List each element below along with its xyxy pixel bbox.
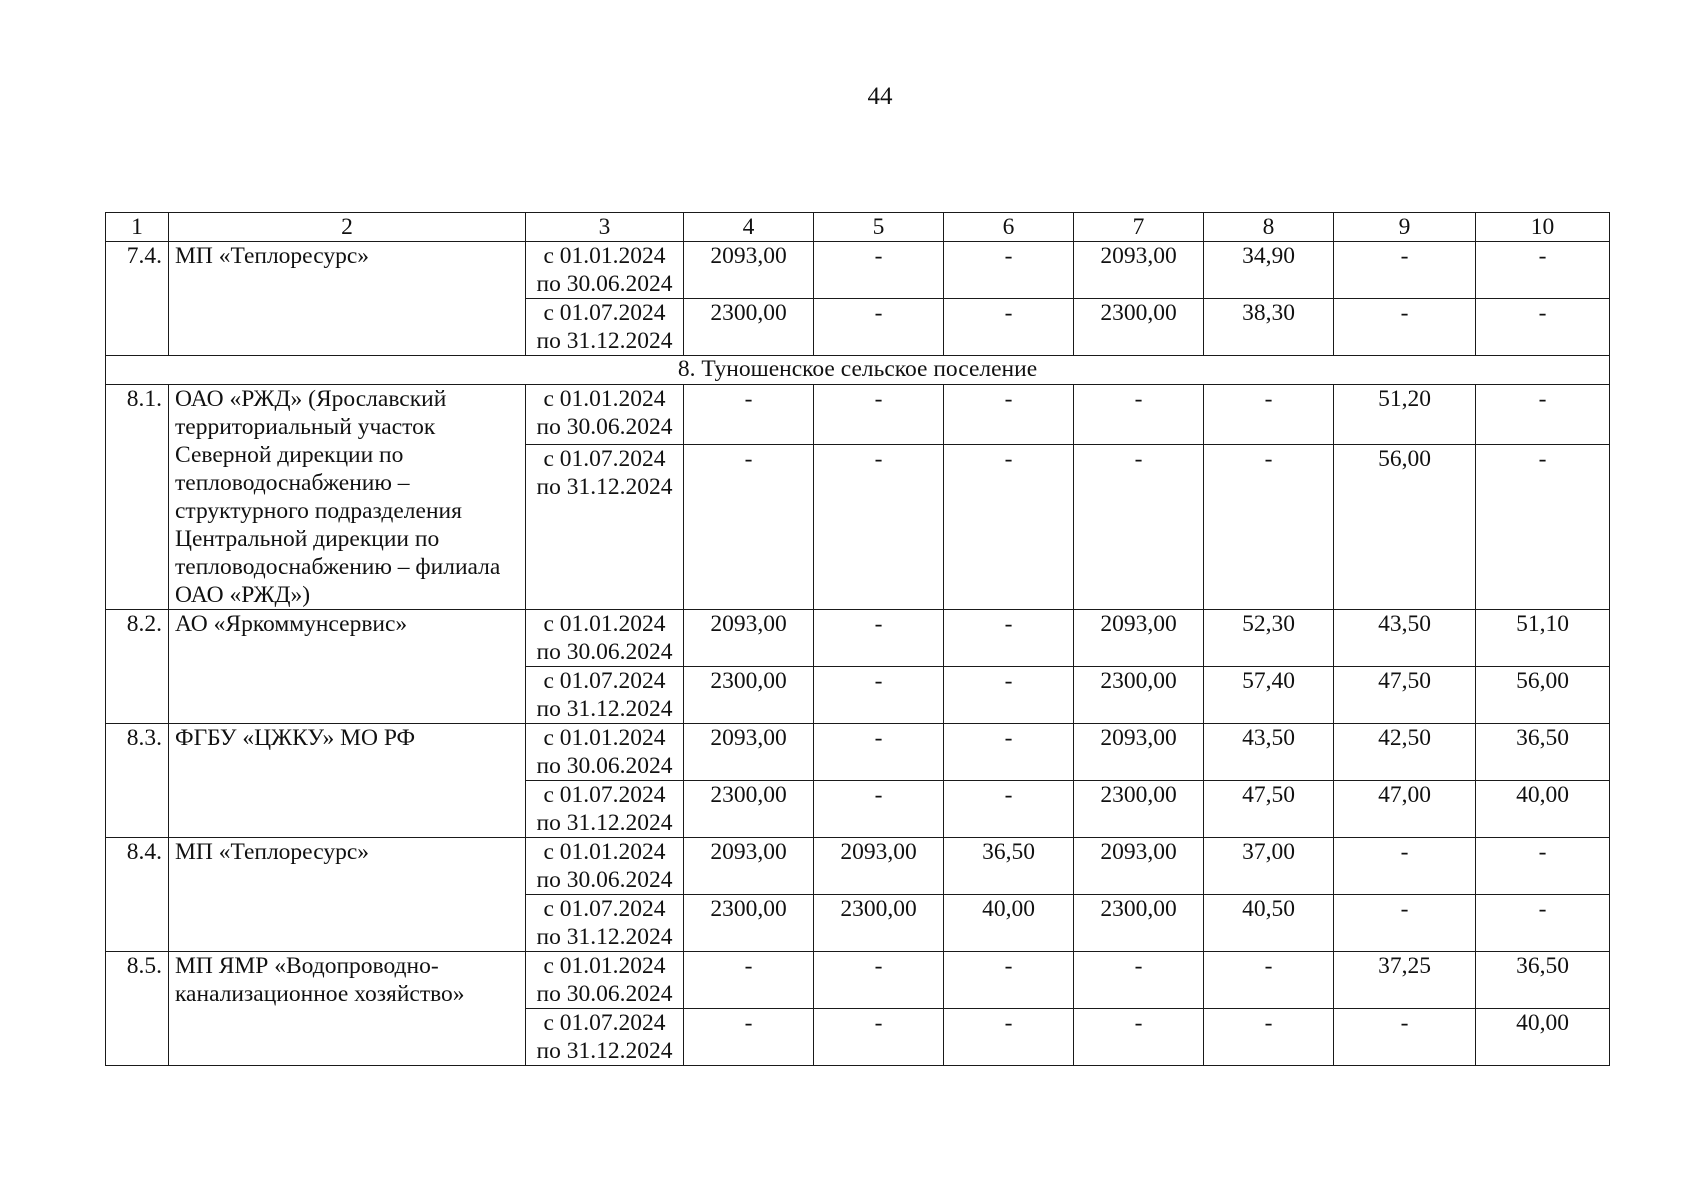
value-cell: - <box>684 445 814 610</box>
period-from: с 01.07.2024 <box>543 782 666 808</box>
period-from: с 01.07.2024 <box>543 446 666 472</box>
period-to: по 30.06.2024 <box>536 981 673 1007</box>
organization-name: АО «Яркоммунсервис» <box>169 610 526 724</box>
period-from: с 01.07.2024 <box>543 668 666 694</box>
value-cell: - <box>1334 838 1476 895</box>
value-cell: 2093,00 <box>814 838 944 895</box>
value-cell: 42,50 <box>1334 724 1476 781</box>
period-from: с 01.01.2024 <box>543 243 666 269</box>
period-from: с 01.01.2024 <box>543 839 666 865</box>
value-cell: - <box>814 610 944 667</box>
value-cell: 40,00 <box>1476 1009 1610 1066</box>
period-cell <box>526 781 684 838</box>
organization-name: МП «Теплоресурс» <box>169 242 526 356</box>
value-cell: - <box>944 299 1074 356</box>
value-cell: 2093,00 <box>1074 610 1204 667</box>
value-cell: 51,20 <box>1334 385 1476 445</box>
row-number: 8.4. <box>106 838 169 952</box>
row-number: 7.4. <box>106 242 169 356</box>
period-to: по 31.12.2024 <box>536 328 673 354</box>
page-number: 44 <box>867 83 893 110</box>
organization-name: ФГБУ «ЦЖКУ» МО РФ <box>169 724 526 838</box>
table-row <box>106 610 1610 667</box>
value-cell: - <box>1334 895 1476 952</box>
value-cell: - <box>1334 299 1476 356</box>
value-cell: - <box>814 445 944 610</box>
section-title: 8. Туношенское сельское поселение <box>106 356 1610 385</box>
value-cell: 2093,00 <box>684 242 814 299</box>
value-cell: - <box>684 952 814 1009</box>
period-to: по 30.06.2024 <box>536 639 673 665</box>
value-cell: - <box>684 385 814 445</box>
header-cell: 2 <box>169 213 526 242</box>
value-cell: - <box>944 724 1074 781</box>
period-from: с 01.07.2024 <box>543 300 666 326</box>
value-cell: - <box>1476 895 1610 952</box>
value-cell: 37,00 <box>1204 838 1334 895</box>
period-to: по 30.06.2024 <box>536 414 673 440</box>
value-cell: 2093,00 <box>1074 242 1204 299</box>
header-cell: 7 <box>1074 213 1204 242</box>
value-cell: - <box>1476 242 1610 299</box>
value-cell: - <box>944 781 1074 838</box>
tariff-table <box>105 212 1610 1066</box>
value-cell: - <box>814 1009 944 1066</box>
value-cell: 2300,00 <box>684 299 814 356</box>
row-number: 8.1. <box>106 385 169 610</box>
value-cell: - <box>1334 1009 1476 1066</box>
value-cell: 2300,00 <box>684 781 814 838</box>
value-cell: 2300,00 <box>684 667 814 724</box>
period-cell <box>526 895 684 952</box>
value-cell: 47,50 <box>1204 781 1334 838</box>
period-cell <box>526 445 684 610</box>
value-cell: - <box>1204 385 1334 445</box>
period-cell <box>526 838 684 895</box>
value-cell: 43,50 <box>1204 724 1334 781</box>
period-from: с 01.01.2024 <box>543 386 666 412</box>
period-cell <box>526 610 684 667</box>
table-row <box>106 242 1610 299</box>
value-cell: - <box>944 610 1074 667</box>
value-cell: 36,50 <box>944 838 1074 895</box>
value-cell: - <box>814 952 944 1009</box>
value-cell: - <box>1204 445 1334 610</box>
table-row <box>106 385 1610 445</box>
period-cell <box>526 724 684 781</box>
value-cell: - <box>1334 242 1476 299</box>
header-cell: 4 <box>684 213 814 242</box>
value-cell: 51,10 <box>1476 610 1610 667</box>
period-cell <box>526 952 684 1009</box>
value-cell: - <box>1074 385 1204 445</box>
header-cell: 6 <box>944 213 1074 242</box>
value-cell: - <box>1074 1009 1204 1066</box>
value-cell: - <box>814 242 944 299</box>
value-cell: - <box>684 1009 814 1066</box>
value-cell: 38,30 <box>1204 299 1334 356</box>
value-cell: - <box>814 724 944 781</box>
value-cell: - <box>944 667 1074 724</box>
period-cell <box>526 667 684 724</box>
value-cell: 2093,00 <box>1074 838 1204 895</box>
value-cell: - <box>814 667 944 724</box>
header-cell: 5 <box>814 213 944 242</box>
header-cell: 10 <box>1476 213 1610 242</box>
header-cell: 3 <box>526 213 684 242</box>
value-cell: 36,50 <box>1476 952 1610 1009</box>
period-from: с 01.01.2024 <box>543 725 666 751</box>
value-cell: 2300,00 <box>1074 299 1204 356</box>
value-cell: - <box>1476 445 1610 610</box>
table-row <box>106 724 1610 781</box>
value-cell: - <box>944 385 1074 445</box>
period-to: по 31.12.2024 <box>536 696 673 722</box>
header-cell: 1 <box>106 213 169 242</box>
value-cell: - <box>1204 952 1334 1009</box>
value-cell: 40,50 <box>1204 895 1334 952</box>
value-cell: 2300,00 <box>1074 781 1204 838</box>
value-cell: 56,00 <box>1334 445 1476 610</box>
period-to: по 31.12.2024 <box>536 924 673 950</box>
value-cell: - <box>944 952 1074 1009</box>
value-cell: - <box>1476 299 1610 356</box>
period-from: с 01.07.2024 <box>543 1010 666 1036</box>
row-number: 8.3. <box>106 724 169 838</box>
period-from: с 01.07.2024 <box>543 896 666 922</box>
value-cell: 2300,00 <box>814 895 944 952</box>
header-row <box>106 213 1610 242</box>
period-to: по 30.06.2024 <box>536 271 673 297</box>
period-cell <box>526 299 684 356</box>
value-cell: 2300,00 <box>1074 895 1204 952</box>
value-cell: - <box>814 385 944 445</box>
period-to: по 31.12.2024 <box>536 810 673 836</box>
row-number: 8.2. <box>106 610 169 724</box>
value-cell: 47,00 <box>1334 781 1476 838</box>
value-cell: - <box>1476 385 1610 445</box>
value-cell: - <box>814 781 944 838</box>
value-cell: 57,40 <box>1204 667 1334 724</box>
value-cell: 40,00 <box>944 895 1074 952</box>
section-row <box>106 356 1610 385</box>
value-cell: 47,50 <box>1334 667 1476 724</box>
organization-name: ОАО «РЖД» (Ярославский территориальный участок Северной дирекции по тепловодоснабжению – структурного подразделения Центральной дирекции по тепловодоснабжению – филиала ОАО «РЖД») <box>169 385 526 610</box>
table-row <box>106 952 1610 1009</box>
organization-name: МП ЯМР «Водопроводно-канализационное хозяйство» <box>169 952 526 1066</box>
value-cell: - <box>944 445 1074 610</box>
period-to: по 30.06.2024 <box>536 753 673 779</box>
value-cell: 56,00 <box>1476 667 1610 724</box>
period-cell <box>526 1009 684 1066</box>
value-cell: 34,90 <box>1204 242 1334 299</box>
row-number: 8.5. <box>106 952 169 1066</box>
value-cell: 40,00 <box>1476 781 1610 838</box>
period-cell <box>526 385 684 445</box>
value-cell: - <box>944 1009 1074 1066</box>
period-cell <box>526 242 684 299</box>
header-cell: 8 <box>1204 213 1334 242</box>
value-cell: - <box>1476 838 1610 895</box>
value-cell: 2093,00 <box>684 838 814 895</box>
value-cell: 2300,00 <box>684 895 814 952</box>
period-to: по 30.06.2024 <box>536 867 673 893</box>
value-cell: - <box>1074 445 1204 610</box>
value-cell: 37,25 <box>1334 952 1476 1009</box>
value-cell: - <box>814 299 944 356</box>
value-cell: - <box>1204 1009 1334 1066</box>
period-from: с 01.01.2024 <box>543 953 666 979</box>
period-to: по 31.12.2024 <box>536 474 673 500</box>
value-cell: - <box>1074 952 1204 1009</box>
value-cell: 52,30 <box>1204 610 1334 667</box>
value-cell: 2300,00 <box>1074 667 1204 724</box>
table-row <box>106 838 1610 895</box>
organization-name: МП «Теплоресурс» <box>169 838 526 952</box>
value-cell: 36,50 <box>1476 724 1610 781</box>
value-cell: 43,50 <box>1334 610 1476 667</box>
value-cell: - <box>944 242 1074 299</box>
header-cell: 9 <box>1334 213 1476 242</box>
period-to: по 31.12.2024 <box>536 1038 673 1064</box>
period-from: с 01.01.2024 <box>543 611 666 637</box>
value-cell: 2093,00 <box>684 610 814 667</box>
value-cell: 2093,00 <box>1074 724 1204 781</box>
value-cell: 2093,00 <box>684 724 814 781</box>
